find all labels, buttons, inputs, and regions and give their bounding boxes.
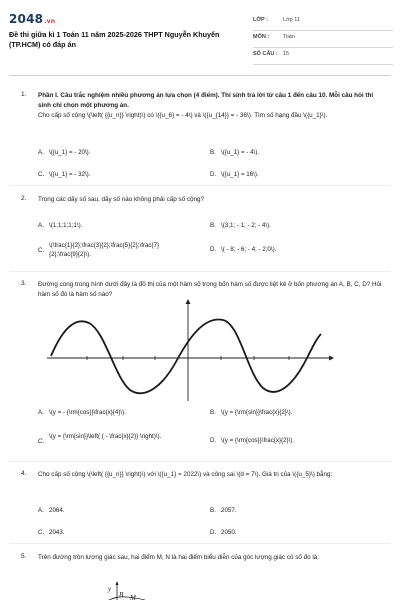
option-text: 2057. — [221, 507, 237, 514]
site-logo[interactable] — [9, 12, 55, 26]
option-text: \({u_1} = - 20\). — [49, 149, 91, 156]
question-divider — [9, 185, 391, 186]
option-text: \(y = {\rm{sin}}\left( { - \frac{x}{2}} \right)\). — [49, 433, 162, 440]
meta-row-subject — [253, 31, 393, 48]
option-letter: D. — [210, 529, 217, 536]
function-curve — [51, 319, 321, 393]
unit-circle-figure — [105, 580, 165, 600]
question-divider — [9, 271, 391, 272]
option-letter: B. — [210, 222, 216, 229]
question-text: Cho cấp số cộng \(\left( {{u_n}} \right)\) với \({u_1} = 2022\) và công sai \(d = 7\). Giá trị của \({u_5}\) bằng: — [38, 471, 333, 478]
question-divider — [9, 543, 391, 544]
option-letter: C. — [38, 438, 45, 445]
question-number: 3. — [21, 280, 27, 287]
question-number: 4. — [21, 470, 27, 477]
option-text: 2050. — [221, 529, 237, 536]
option-letter: D. — [210, 246, 217, 253]
page-header — [0, 0, 400, 70]
option-text: \(y = {\rm{cos}}\frac{x}{2}\). — [221, 437, 295, 444]
question-text: Cho cấp số cộng \(\left( {{u_n}} \right)\) có \({u_6} = - 4\) và \({u_{14}} = - 36\). Tìm số hạng đầu \({u_1}\). — [38, 112, 328, 119]
meta-table — [253, 14, 393, 65]
question-number: 5. — [21, 553, 27, 560]
logo-sub: .vn — [44, 18, 56, 25]
option-text: 2064. — [49, 507, 65, 514]
question-divider — [9, 461, 391, 462]
question-text: Trong các dãy số sau, dãy số nào không phải cấp số cộng? — [38, 196, 205, 203]
question-part-heading — [38, 91, 383, 111]
option-text: \({u_1} = - 32\). — [49, 171, 91, 178]
option-text: \(3;1; - 1; - 2; - 4\). — [221, 222, 271, 229]
option-text: \(\frac{1}{2};\frac{3}{2};\frac{5}{2};\frac{7}{2};\frac{9}{2}\). — [49, 242, 160, 258]
question-text: Đường cong trong hình dưới đây là đồ thị của một hàm số trong bốn hàm số được liệt kê ở bốn phương án A, B, C, D? Hỏi hàm số đó là hàm số nào? — [38, 281, 382, 298]
meta-row-class — [253, 14, 393, 31]
option-letter: D. — [210, 171, 217, 178]
circle-point-b-label: B — [119, 591, 124, 599]
meta-row-count — [253, 48, 393, 65]
meta-value: Lớp 11 — [283, 17, 300, 23]
option-letter: C. — [38, 529, 45, 536]
option-text: \( - 8; - 6; - 4; - 2;0\). — [221, 246, 277, 253]
part-heading-text: Phần I. Câu trắc nghiệm nhiều phương án lựa chọn (4 điểm). Thí sinh trả lời từ câu 1 đến câu 10. Mỗi câu hỏi thí sinh chỉ chọn một phương án. — [38, 92, 374, 109]
meta-value: Toán — [283, 34, 295, 40]
question-text: Trên đường tròn lượng giác sau, hai điểm M, N là hai điểm biểu diễn của góc lượng giác có số đo là: — [38, 554, 320, 561]
option-text: \(y = {\rm{sin}}\frac{x}{2}\). — [221, 409, 293, 416]
option-letter: D. — [210, 437, 217, 444]
option-text: \({u_1} = 16\). — [221, 171, 259, 178]
header-divider — [9, 75, 391, 76]
option-text: 2043. — [49, 529, 65, 536]
option-letter: B. — [210, 409, 216, 416]
option-letter: C. — [38, 171, 45, 178]
option-letter: A. — [38, 149, 44, 156]
sine-graph-figure — [45, 298, 335, 403]
x-axis-arrow-icon — [329, 356, 334, 361]
circle-y-label: y — [108, 585, 112, 593]
option-text: \({u_1} = - 4\). — [221, 149, 260, 156]
question-number: 1. — [21, 91, 27, 98]
meta-label: SỐ CÂU : — [253, 51, 278, 57]
question-number: 2. — [21, 195, 27, 202]
option-text: \(1;1;1;1;1\). — [49, 222, 83, 229]
option-letter: C. — [38, 247, 45, 254]
option-letter: A. — [38, 507, 44, 514]
circle-y-axis-arrow-icon — [116, 581, 119, 585]
option-letter: B. — [210, 149, 216, 156]
logo-main: 2048 — [9, 12, 44, 26]
y-axis-arrow-icon — [186, 299, 191, 304]
circle-point-m-label: M — [130, 594, 136, 600]
page-title: Đề thi giữa kì 1 Toán 11 năm 2025-2026 THPT Nguyễn Khuyến (TP.HCM) có đáp án — [9, 30, 220, 49]
meta-label: LỚP : — [253, 17, 268, 23]
option-letter: A. — [38, 222, 44, 229]
option-text: \(y = - {\rm{cos}}\frac{x}{4}\). — [49, 409, 126, 416]
meta-label: MÔN : — [253, 34, 270, 40]
option-letter: B. — [210, 507, 216, 514]
meta-value: 15 — [283, 51, 290, 57]
option-letter: A. — [38, 409, 44, 416]
